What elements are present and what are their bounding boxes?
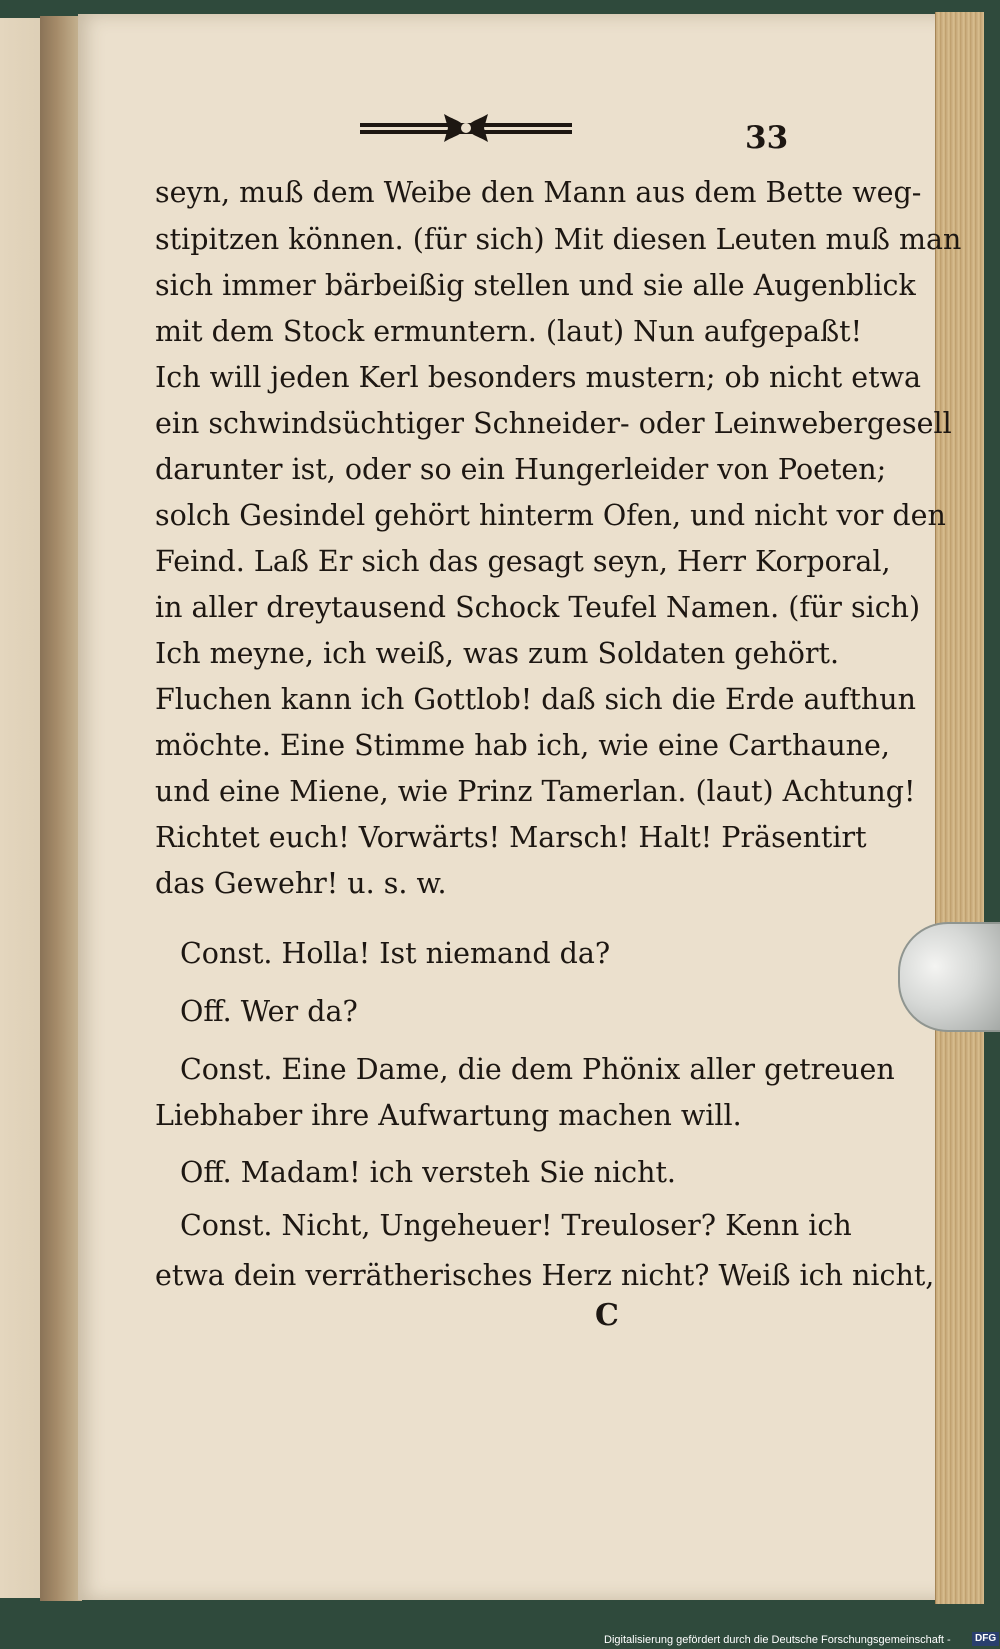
digitization-credit: Digitalisierung gefördert durch die Deutsche Forschungsgemeinschaft - bbox=[604, 1634, 951, 1646]
speaker-line: Const. Nicht, Ungeheuer! Treuloser? Kenn ich bbox=[180, 1209, 852, 1242]
text-line: Ich will jeden Kerl besonders mustern; ob nicht etwa bbox=[155, 361, 921, 394]
dfg-logo: DFG bbox=[972, 1632, 999, 1646]
text-line: das Gewehr! u. s. w. bbox=[155, 867, 447, 900]
text-line: solch Gesindel gehört hinterm Ofen, und nicht vor den bbox=[155, 499, 946, 532]
text-line: stipitzen können. (für sich) Mit diesen Leuten muß man bbox=[155, 223, 962, 256]
book-gutter bbox=[40, 16, 82, 1601]
ornament-divider-icon bbox=[360, 106, 572, 152]
text-line: Ich meyne, ich weiß, was zum Soldaten gehört. bbox=[155, 637, 840, 670]
text-line: ein schwindsüchtiger Schneider- oder Leinwebergesell bbox=[155, 407, 952, 440]
speaker-line: Const. Eine Dame, die dem Phönix aller getreuen bbox=[180, 1053, 895, 1086]
text-line: Feind. Laß Er sich das gesagt seyn, Herr Korporal, bbox=[155, 545, 891, 578]
signature-mark: C bbox=[595, 1298, 619, 1333]
text-line: Fluchen kann ich Gottlob! daß sich die Erde aufthun bbox=[155, 683, 916, 716]
page-clip-icon bbox=[898, 922, 1000, 1032]
text-line: Liebhaber ihre Aufwartung machen will. bbox=[155, 1099, 742, 1132]
text-line: mit dem Stock ermuntern. (laut) Nun aufgepaßt! bbox=[155, 315, 863, 348]
text-line: sich immer bärbeißig stellen und sie alle Augenblick bbox=[155, 269, 916, 302]
page-number: 33 bbox=[745, 120, 789, 156]
text-line: möchte. Eine Stimme hab ich, wie eine Carthaune, bbox=[155, 729, 890, 762]
text-line: etwa dein verrätherisches Herz nicht? Weiß ich nicht, bbox=[155, 1259, 935, 1292]
text-line: darunter ist, oder so ein Hungerleider von Poeten; bbox=[155, 453, 887, 486]
text-line: Richtet euch! Vorwärts! Marsch! Halt! Präsentirt bbox=[155, 821, 867, 854]
speaker-line: Off. Madam! ich versteh Sie nicht. bbox=[180, 1156, 676, 1189]
text-line: und eine Miene, wie Prinz Tamerlan. (laut) Achtung! bbox=[155, 775, 916, 808]
text-line: seyn, muß dem Weibe den Mann aus dem Bette weg- bbox=[155, 176, 922, 209]
speaker-line: Const. Holla! Ist niemand da? bbox=[180, 937, 611, 970]
speaker-line: Off. Wer da? bbox=[180, 995, 358, 1028]
text-line: in aller dreytausend Schock Teufel Namen. (für sich) bbox=[155, 591, 921, 624]
